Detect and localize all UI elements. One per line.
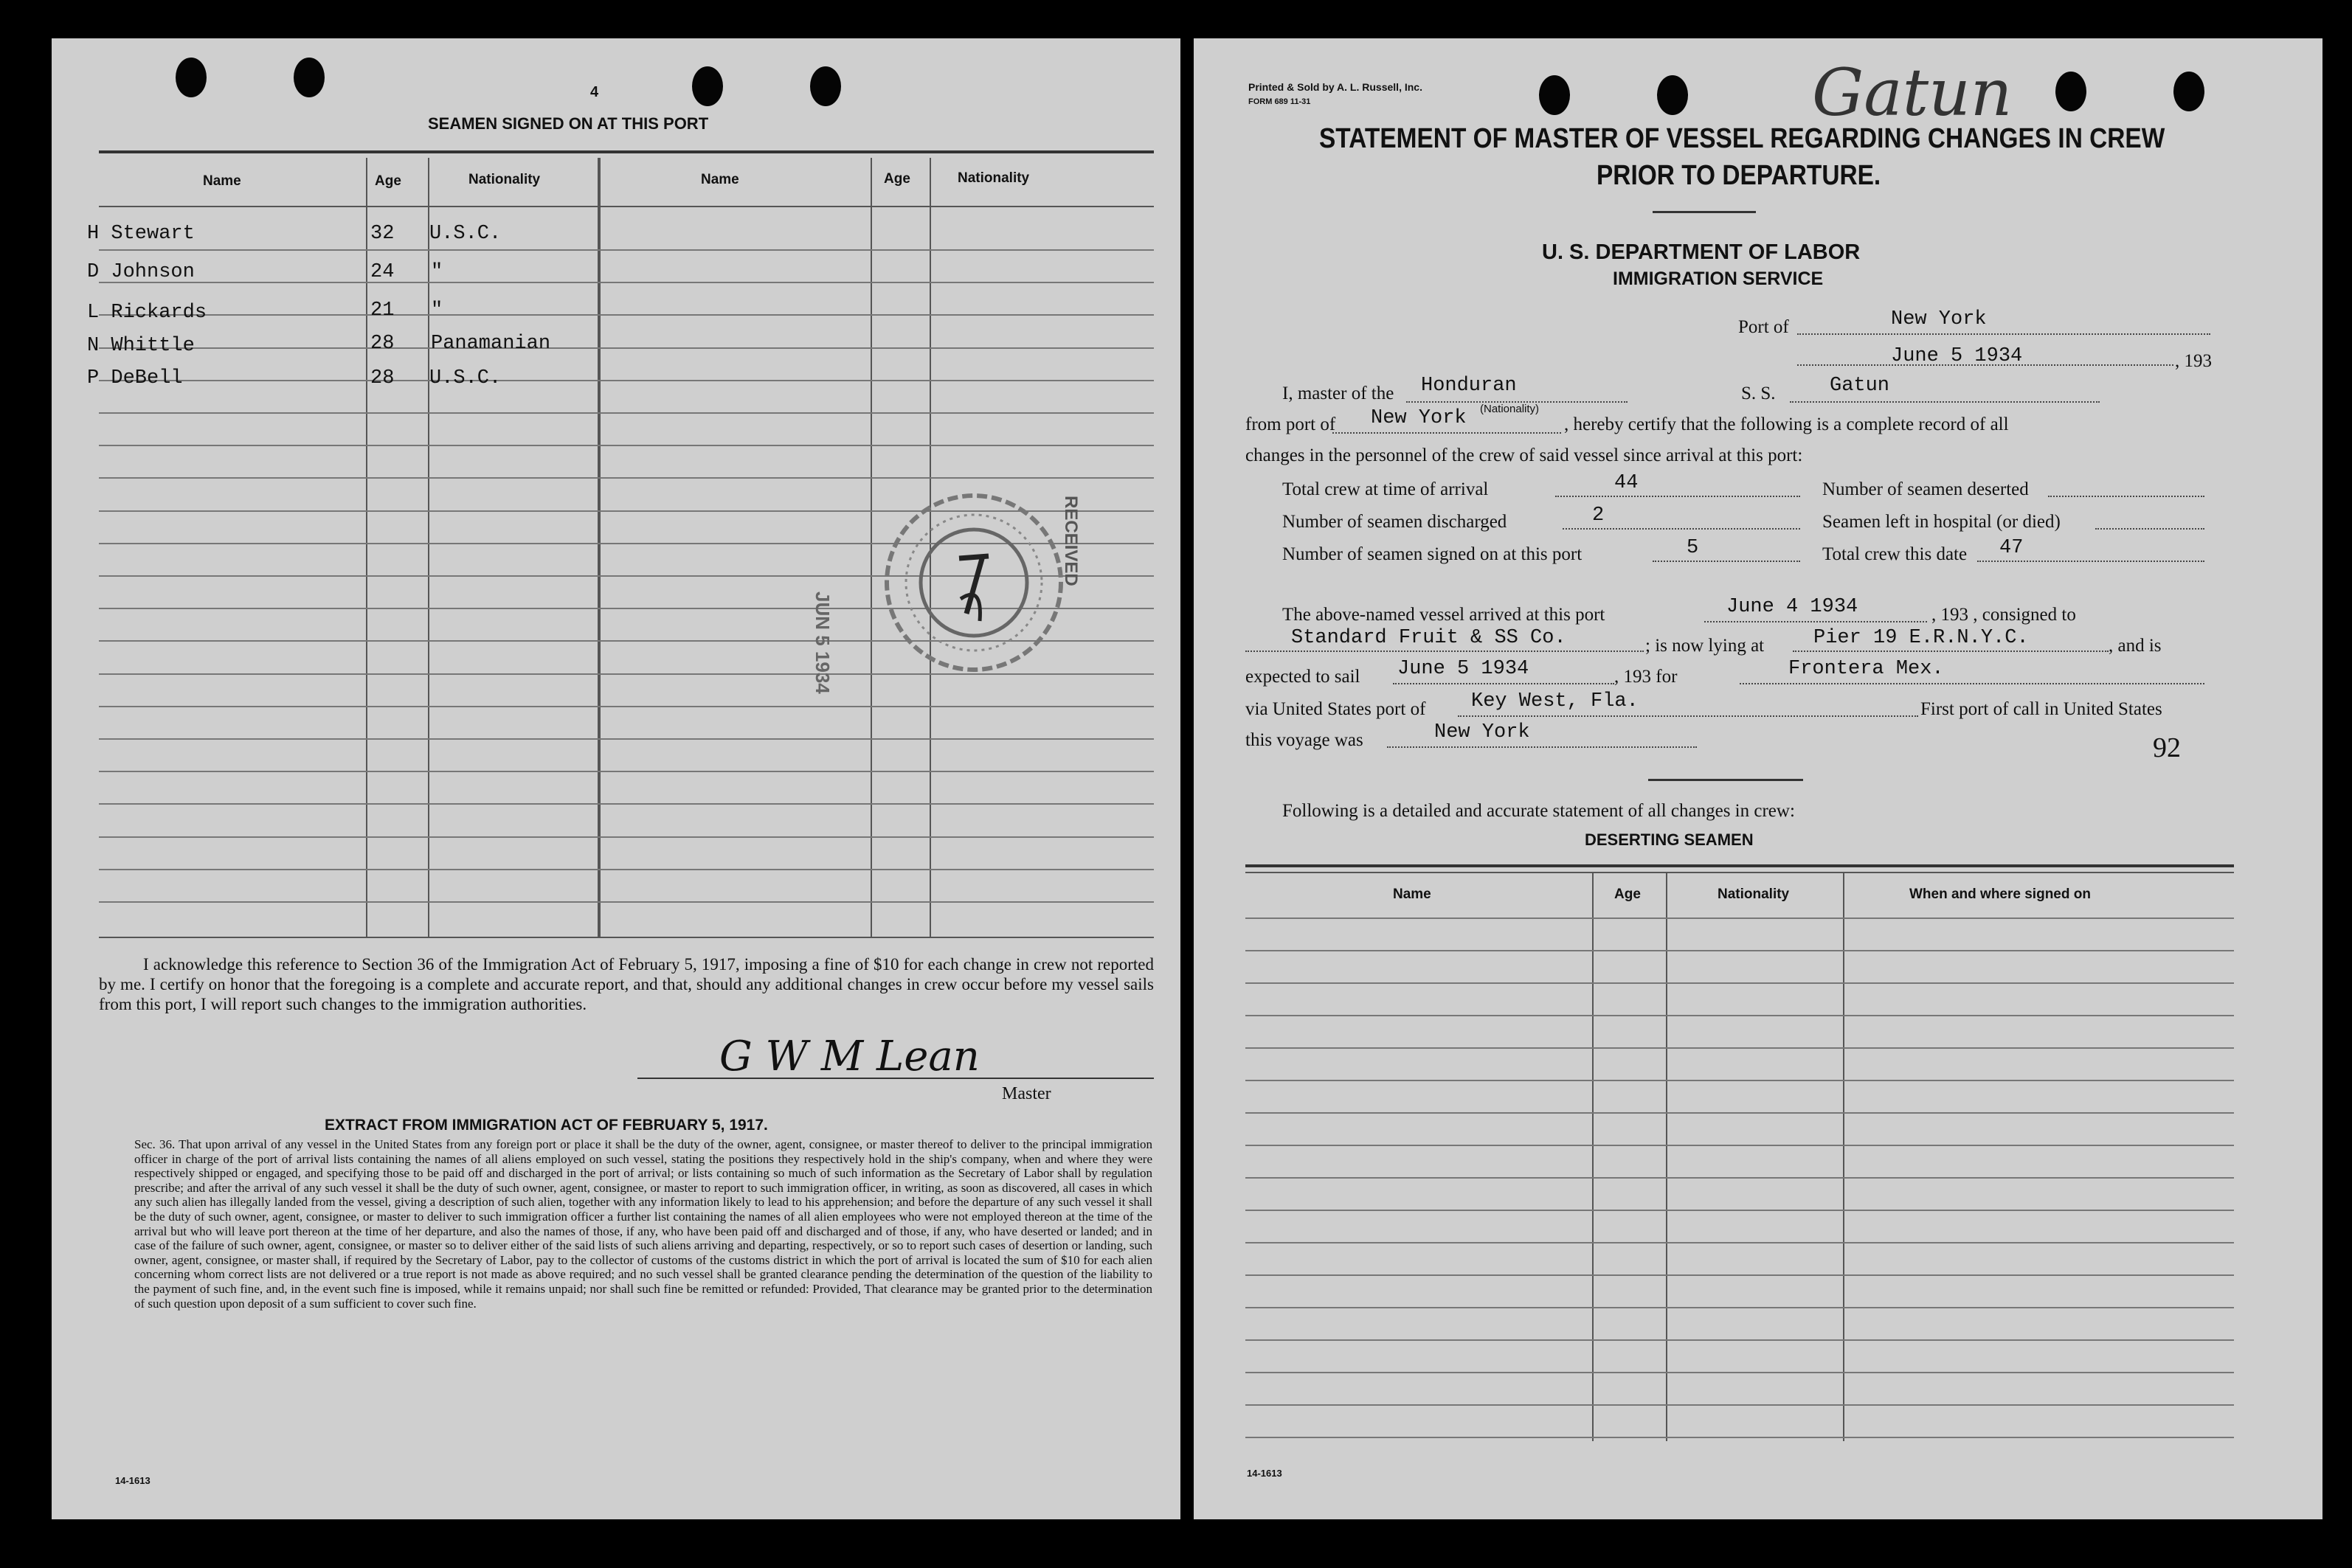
right-page xyxy=(1194,38,2322,1519)
table-row-line xyxy=(99,803,1154,805)
deserting-row-line xyxy=(1245,1339,2234,1341)
row-age: 32 xyxy=(370,223,395,245)
form-title-line1: STATEMENT OF MASTER OF VESSEL REGARDING CHANGES IN CREW xyxy=(1319,123,2165,154)
arrived-value: June 4 1934 xyxy=(1726,596,1858,618)
row-age: 28 xyxy=(370,367,395,389)
section-title: SEAMEN SIGNED ON AT THIS PORT xyxy=(428,114,709,133)
row-name: L Rickards xyxy=(87,302,207,324)
table-row-line xyxy=(99,738,1154,740)
signed-on-label: Number of seamen signed on at this port xyxy=(1282,544,1583,564)
expected-value: June 5 1934 xyxy=(1397,658,1529,680)
deserting-row-line xyxy=(1245,1437,2234,1438)
table-bottom-rule xyxy=(99,937,1154,938)
consignee-value: Standard Fruit & SS Co. xyxy=(1291,627,1566,649)
total-date-value: 47 xyxy=(1999,537,2024,559)
page-number: 4 xyxy=(590,84,599,100)
table-top-rule xyxy=(99,150,1154,153)
deserting-row-line xyxy=(1245,1177,2234,1179)
row-age: 21 xyxy=(370,299,395,322)
col-divider xyxy=(1666,873,1667,1441)
discharged-value: 2 xyxy=(1592,504,1605,527)
fill-line xyxy=(1797,364,2173,366)
fill-line xyxy=(1790,401,2100,403)
total-date-label: Total crew this date xyxy=(1822,544,1968,564)
nationality-caption: (Nationality) xyxy=(1480,403,1540,415)
for-value: Frontera Mex. xyxy=(1788,658,1944,680)
fill-line xyxy=(2048,496,2204,497)
deserting-row-line xyxy=(1245,1145,2234,1146)
fill-line xyxy=(1977,561,2204,562)
stamp-seal-icon xyxy=(789,473,1085,695)
fill-line xyxy=(2095,528,2204,530)
col-header-nationality: Nationality xyxy=(468,172,541,187)
fill-line xyxy=(1458,715,1918,717)
left-page xyxy=(52,38,1180,1519)
nationality-value: Honduran xyxy=(1421,375,1517,397)
col-header-name: Name xyxy=(203,173,241,189)
margin-number: 92 xyxy=(2153,732,2181,763)
extract-title: EXTRACT FROM IMMIGRATION ACT OF FEBRUARY 5, 1917. xyxy=(325,1117,768,1134)
deserting-col-nationality: Nationality xyxy=(1718,887,1790,902)
fill-line xyxy=(1555,496,1800,497)
deserting-row-line xyxy=(1245,1372,2234,1373)
col-divider-center xyxy=(598,158,601,937)
lying-label: ; is now lying at xyxy=(1645,636,1765,656)
ss-label: S. S. xyxy=(1741,384,1776,403)
table-row-line xyxy=(99,380,1154,381)
col-header-name: Name xyxy=(701,172,739,187)
row-nationality: Panamanian xyxy=(431,333,551,355)
punch-hole xyxy=(2173,72,2204,111)
stamp-date: JUN 5 1934 xyxy=(812,592,834,694)
hospital-label: Seamen left in hospital (or died) xyxy=(1822,512,2061,532)
ss-value: Gatun xyxy=(1830,375,1890,397)
acknowledgement-text: I acknowledge this reference to Section 36 of the Immigration Act of February 5, 1917, imposing a fine of $10 for each change in crew not reported by me. I certify on honor that the foregoing is a complete and accurate report, and that, should any additional changes in crew occur before my vessel sails from this port, I will report such changes to the immigration authorities. xyxy=(99,955,1154,1013)
stamp-received-text: RECEIVED xyxy=(1061,496,1081,586)
handwritten-vessel-name: Gatun xyxy=(1812,55,2013,131)
deserting-row-line xyxy=(1245,1242,2234,1243)
col-divider xyxy=(428,158,429,937)
fill-line xyxy=(1704,621,1927,622)
expected-label: expected to sail xyxy=(1245,667,1360,687)
date-value: June 5 1934 xyxy=(1891,345,2023,367)
discharged-label: Number of seamen discharged xyxy=(1282,512,1507,532)
fill-line xyxy=(1653,561,1800,562)
row-nationality: U.S.C. xyxy=(429,223,502,245)
port-of-label: Port of xyxy=(1738,317,1789,337)
from-port-label: from port of xyxy=(1245,414,1336,434)
table-row-line xyxy=(99,249,1154,251)
form-code: FORM 689 11-31 xyxy=(1248,97,1311,106)
col-header-nationality: Nationality xyxy=(958,170,1030,186)
row-nationality: U.S.C. xyxy=(429,367,502,389)
deserting-title: DESERTING SEAMEN xyxy=(1585,830,1754,849)
following-text: Following is a detailed and accurate statement of all changes in crew: xyxy=(1282,801,1795,821)
for-label: , 193 for xyxy=(1614,667,1678,687)
table-row-line xyxy=(99,314,1154,316)
signed-on-value: 5 xyxy=(1687,537,1699,559)
deserting-row-line xyxy=(1245,950,2234,951)
form-number: 14-1613 xyxy=(1247,1468,1282,1479)
fill-line xyxy=(1245,651,1644,652)
deserting-row-line xyxy=(1245,1404,2234,1406)
lying-value: Pier 19 E.R.N.Y.C. xyxy=(1813,627,2029,649)
table-row-line xyxy=(99,836,1154,838)
via-value: Key West, Fla. xyxy=(1471,690,1639,712)
col-header-age: Age xyxy=(884,171,910,187)
table-row-line xyxy=(99,771,1154,772)
printer-line: Printed & Sold by A. L. Russell, Inc. xyxy=(1248,81,1422,93)
punch-hole xyxy=(2055,72,2086,111)
fill-line xyxy=(1793,651,2109,652)
voyage-value: New York xyxy=(1434,721,1530,743)
table-row-line xyxy=(99,347,1154,349)
row-name: P DeBell xyxy=(87,367,183,389)
fill-line xyxy=(1387,746,1697,748)
form-title-line2: PRIOR TO DEPARTURE. xyxy=(1597,160,1881,191)
table-row-line xyxy=(99,445,1154,446)
punch-hole xyxy=(1657,75,1688,115)
deserting-row-line xyxy=(1245,1274,2234,1276)
punch-hole xyxy=(810,66,841,106)
first-port-label: First port of call in United States xyxy=(1920,699,2162,719)
title-rule xyxy=(1653,211,1756,213)
deserting-col-signed-on: When and where signed on xyxy=(1909,887,2091,902)
master-signature: G W M Lean xyxy=(719,1033,980,1080)
punch-hole xyxy=(294,58,325,97)
row-nationality: " xyxy=(431,261,443,283)
date-suffix: , 193 xyxy=(2175,351,2212,371)
deserting-row-line xyxy=(1245,982,2234,984)
fill-line xyxy=(1393,683,1614,684)
deserting-table-rule xyxy=(1245,872,2234,873)
row-age: 24 xyxy=(370,261,395,283)
punch-hole xyxy=(1539,75,1570,115)
row-name: H Stewart xyxy=(87,223,195,245)
arrived-label: The above-named vessel arrived at this port xyxy=(1282,605,1605,625)
deserting-row-line xyxy=(1245,917,2234,919)
fill-line xyxy=(1563,528,1800,530)
master-label: Master xyxy=(1002,1084,1051,1103)
col-divider xyxy=(1843,873,1844,1441)
punch-hole xyxy=(176,58,207,97)
certify-text: , hereby certify that the following is a complete record of all xyxy=(1564,414,2009,434)
via-label: via United States port of xyxy=(1245,699,1426,719)
fill-line xyxy=(1332,432,1561,434)
col-divider xyxy=(366,158,367,937)
received-stamp xyxy=(789,473,1085,695)
deserting-row-line xyxy=(1245,1307,2234,1308)
from-port-value: New York xyxy=(1371,407,1467,429)
department-name: U. S. DEPARTMENT OF LABOR xyxy=(1542,240,1861,264)
row-name: N Whittle xyxy=(87,335,195,357)
consigned-label: , 193 , consigned to xyxy=(1931,605,2076,625)
form-number: 14-1613 xyxy=(115,1475,151,1486)
deserting-col-age: Age xyxy=(1614,887,1641,902)
section-rule xyxy=(1648,779,1803,781)
deserting-col-name: Name xyxy=(1393,887,1431,902)
punch-hole xyxy=(692,66,723,106)
table-row-line xyxy=(99,706,1154,707)
row-age: 28 xyxy=(370,333,395,355)
deserted-label: Number of seamen deserted xyxy=(1822,479,2029,499)
changes-text: changes in the personnel of the crew of said vessel since arrival at this port: xyxy=(1245,445,1803,465)
deserting-row-line xyxy=(1245,1112,2234,1114)
table-row-line xyxy=(99,901,1154,903)
total-arrival-label: Total crew at time of arrival xyxy=(1282,479,1489,499)
table-row-line xyxy=(99,282,1154,283)
signature-line xyxy=(637,1078,1154,1079)
fill-line xyxy=(1797,333,2210,335)
deserting-row-line xyxy=(1245,1047,2234,1049)
row-name: D Johnson xyxy=(87,261,195,283)
master-of-label: I, master of the xyxy=(1282,384,1394,403)
table-row-line xyxy=(99,412,1154,414)
total-arrival-value: 44 xyxy=(1614,472,1639,494)
fill-line xyxy=(1740,683,2204,684)
deserting-row-line xyxy=(1245,1015,2234,1016)
table-header-rule xyxy=(99,206,1154,207)
service-name: IMMIGRATION SERVICE xyxy=(1613,268,1824,289)
and-is-text: , and is xyxy=(2109,636,2162,656)
col-header-age: Age xyxy=(375,173,401,189)
extract-text: Sec. 36. That upon arrival of any vessel in the United States from any foreign port or place it shall be the duty of the owner, agent, consignee, or master thereof to deliver to the principal immigration officer in charge of the port of arrival lists containing the names of all aliens employed on such vessel, stating the positions they respectively hold in the ship's company, when and where they were respectively shipped or engaged, and specifying those to be paid off and discharged in the port of arrival; or lists containing so much of such information as the Secretary of Labor shall by regulation prescribe; and after the arrival of any such vessel it shall be the duty of such owner, agent, consignee, or master to report to such immigration officer, in writing, as soon as discovered, all cases in which any such alien has illegally landed from the vessel, giving a description of such alien, together with any information likely to lead to his apprehension; and before the departure of any such vessel it shall be the duty of such owner, agent, consignee, or master to deliver to such immigration officer a further list containing the names of all alien employees who were not employed thereon at the time of the arrival but who will leave port thereon at the time of her departure, and also the names of those, if any, who have been paid off and discharged and of those, if any, who have deserted or landed; and in case of the failure of such owner, agent, consignee, or master so to deliver either of the said lists of such aliens arriving and departing, respectively, or so to report such cases of desertion or landing, such owner, agent, consignee, or master shall, if required by the Secretary of Labor, pay to the collector of customs of the customs district in which the port of arrival is located the sum of $10 for each alien concerning whom correct lists are not delivered or a true report is not made as above required; and no such vessel shall be granted clearance pending the determination of the question of the liability to the payment of such fine, and, in the event such fine is imposed, while it remains unpaid; nor shall such fine be remitted or refunded: Provided, That clearance may be granted prior to the determination of such question upon deposit of a sum sufficient to cover such fine. xyxy=(134,1137,1152,1311)
port-of-value: New York xyxy=(1891,308,1987,330)
row-nationality: " xyxy=(431,299,443,322)
col-divider xyxy=(1592,873,1594,1441)
voyage-label: this voyage was xyxy=(1245,730,1363,750)
deserting-row-line xyxy=(1245,1080,2234,1081)
deserting-table-top-rule xyxy=(1245,864,2234,867)
table-row-line xyxy=(99,869,1154,870)
deserting-row-line xyxy=(1245,1210,2234,1211)
